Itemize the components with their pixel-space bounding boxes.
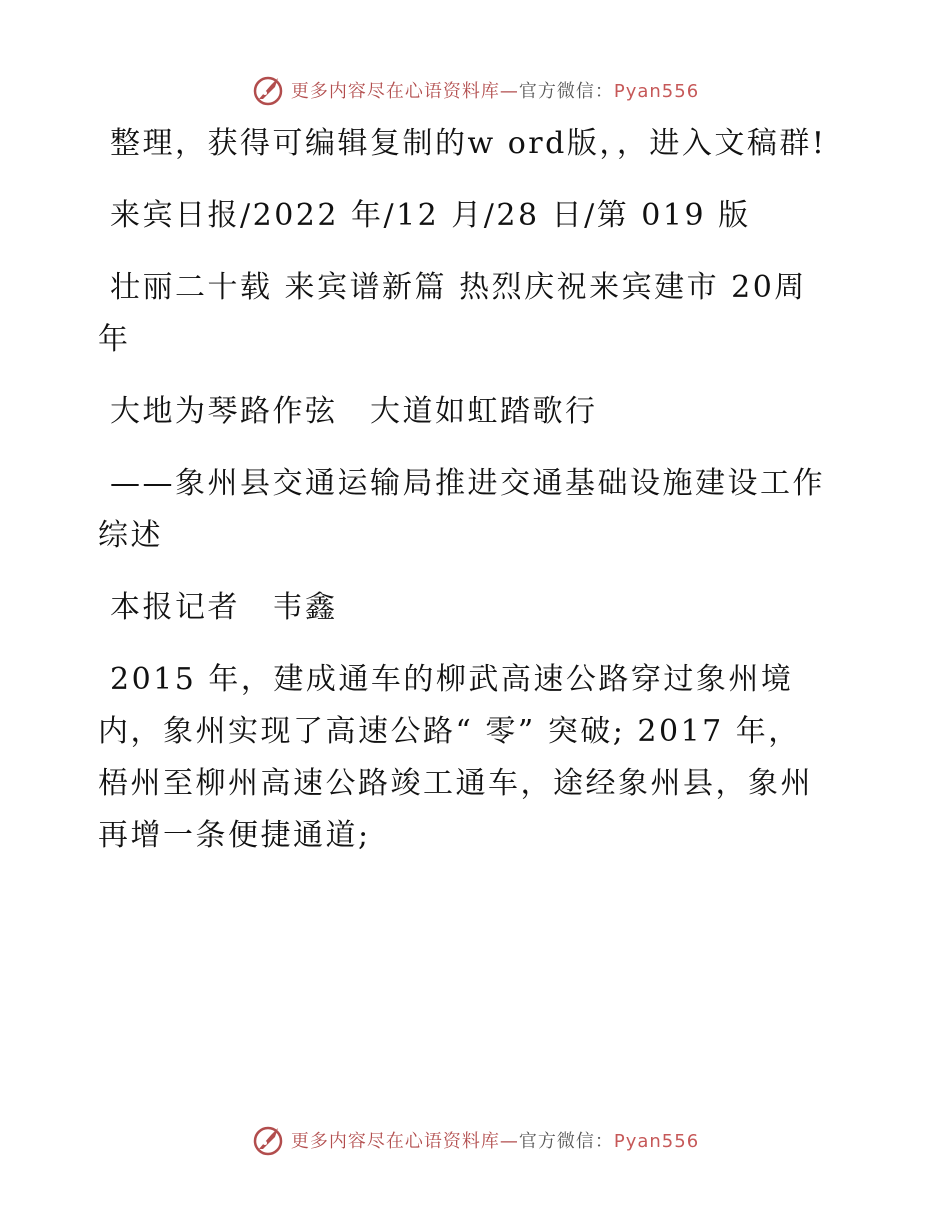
paragraph-intro: 整理，获得可编辑复制的w ord版，，进入文稿群! [110,126,827,161]
paragraph-column: 壮丽二十载 来宾谱新篇 热烈庆祝来宾建市 20周年 [98,270,807,357]
quill-logo-icon [251,1123,285,1157]
header-wechat-id: Pyan556 [613,81,700,102]
footer-wechat-id: Pyan556 [613,1131,700,1152]
header-brand-text: 更多内容尽在心语资料库 [290,81,500,102]
header-wechat-label: 官方微信： [518,81,614,102]
paragraph-body: 2015 年，建成通车的柳武高速公路穿过象州境内，象州实现了高速公路“ 零” 突破; 2017 年，梧州至柳州高速公路竣工通车，途经象州县，象州再增一条便捷通道; [98,662,813,853]
quill-logo-icon [251,73,285,107]
footer-wechat-label: 官方微信： [518,1131,614,1152]
footer-separator: — [499,1131,519,1152]
paragraph-subheadline: ——象州县交通运输局推进交通基础设施建设工作综述 [98,466,825,553]
paragraph-source: 来宾日报/2022 年/12 月/28 日/第 019 版 [110,198,751,233]
header-separator: — [499,81,519,102]
header-watermark-banner [0,68,950,112]
footer-brand-text: 更多内容尽在心语资料库 [290,1131,500,1152]
document-body [98,118,828,862]
footer-watermark-banner [0,1118,950,1162]
paragraph-byline: 本报记者 韦鑫 [110,590,338,625]
paragraph-headline: 大地为琴路作弦 大道如虹踏歌行 [110,394,598,429]
header-watermark-text [291,77,699,103]
footer-watermark-text [291,1127,699,1153]
